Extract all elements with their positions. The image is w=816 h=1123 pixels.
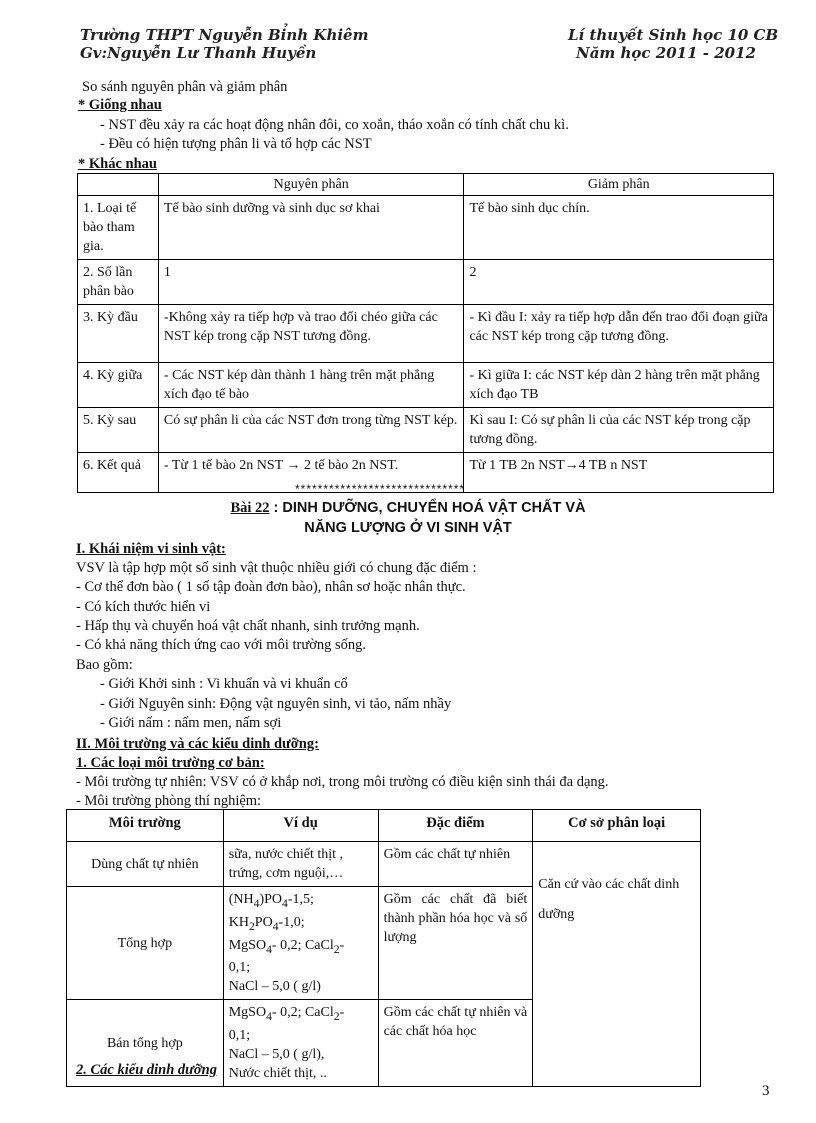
table-cell: Gồm các chất tự nhiên	[378, 842, 533, 887]
formula: MgSO$_4$- 0,2; CaCl$_2$-	[228, 1005, 345, 1024]
table-header-row	[67, 810, 701, 842]
basis-text: Căn cứ vào các chất dinh dưỡng	[538, 877, 680, 922]
group-item: - Giới nấm : nấm men, nấm sợi	[100, 715, 282, 731]
formula: $(NH_4)PO_4-1,5$;	[228, 892, 314, 910]
table-cell: Gồm các chất tự nhiên và các chất hóa học	[378, 1000, 533, 1087]
table-cell: 2	[464, 260, 774, 305]
formula: Nước chiết thịt, ..	[228, 1066, 327, 1082]
header-subject: Lí thuyết Sinh học 10 CB	[568, 26, 779, 44]
table-cell: - Các NST kép dàn thành 1 hàng trên mặt phẳng xích đạo tế bào	[158, 363, 464, 408]
table-row	[78, 196, 774, 260]
table-cell: 1. Loại tế bào tham gia.	[78, 196, 159, 260]
same-heading: * Giống nhau	[78, 97, 162, 113]
table-cell: -Không xảy ra tiếp hợp và trao đổi chéo giữa các NST kép trong cặp NST tương đồng.	[158, 305, 464, 363]
table-cell: Tế bào sinh dục chín.	[464, 196, 774, 260]
table-cell: 4. Kỳ giữa	[78, 363, 159, 408]
header-school: Trường THPT Nguyễn Bỉnh Khiêm	[80, 26, 369, 44]
table-header-cell	[78, 174, 159, 196]
table-cell: 3. Kỳ đầu	[78, 305, 159, 363]
table-cell: Từ 1 TB 2n NST→4 TB n NST	[464, 453, 774, 493]
lesson-number: Bài 22	[230, 500, 270, 516]
table-row	[78, 305, 774, 363]
section2-sub2: 2. Các kiểu dinh dưỡng	[76, 1062, 217, 1078]
table-cell: 1	[158, 260, 464, 305]
table-cell: sữa, nước chiết thịt , trứng, cơm nguội,…	[223, 842, 378, 887]
table-header-cell: Cơ sở phân loại	[533, 810, 701, 842]
formula: NaCl – 5,0 ( g/l)	[228, 979, 321, 995]
media-table	[66, 809, 701, 1087]
section2-line: - Môi trường tự nhiên: VSV có ở khắp nơi, trong môi trường có điều kiện sinh thái đa dạng.	[76, 774, 609, 790]
comparison-table	[77, 173, 774, 493]
table-cell: Có sự phân li của các NST đơn trong từng NST kép.	[158, 408, 464, 453]
table-cell: Tổng hợp	[67, 887, 224, 1000]
diff-heading: * Khác nhau	[78, 156, 157, 172]
section2-sub1: 1. Các loại môi trường cơ bản:	[76, 755, 265, 771]
table-cell: - Kì giữa I: các NST kép dàn 2 hàng trên mặt phẳng xích đạo TB	[464, 363, 774, 408]
lesson-title-text: : DINH DƯỠNG, CHUYỂN HOÁ VẬT CHẤT VÀ	[269, 500, 586, 516]
group-item: - Giới Nguyên sinh: Động vật nguyên sinh, vi tảo, nấm nhầy	[100, 696, 452, 712]
table-cell: 6. Kết quả	[78, 453, 159, 493]
table-header-cell: Đặc điểm	[378, 810, 533, 842]
section1-line: - Hấp thụ và chuyển hoá vật chất nhanh, sinh trưởng mạnh.	[76, 618, 420, 634]
section1-line: - Có khả năng thích ứng cao với môi trường sống.	[76, 637, 366, 653]
table-cell	[533, 842, 701, 1087]
page-number: 3	[762, 1083, 770, 1099]
header-year: Năm học 2011 - 2012	[576, 44, 756, 62]
table-header-cell: Ví dụ	[223, 810, 378, 842]
section1-heading: I. Khái niệm vi sinh vật:	[76, 541, 226, 557]
table-cell: Bán tổng hợp	[67, 1000, 224, 1087]
lesson-title-line2: NĂNG LƯỢNG Ở VI SINH VẬT	[304, 520, 512, 536]
section1-line: Bao gồm:	[76, 657, 133, 673]
table-cell: Dùng chất tự nhiên	[67, 842, 224, 887]
table-header-row	[78, 174, 774, 196]
formula: 0,1;	[228, 1028, 251, 1044]
section2-line: - Môi trường phòng thí nghiệm:	[76, 793, 262, 809]
table-cell: - Từ 1 tế bào 2n NST → 2 tế bào 2n NST.	[158, 453, 464, 493]
table-cell	[223, 887, 378, 1000]
same-item: - NST đều xảy ra các hoạt động nhân đôi, co xoắn, tháo xoắn có tính chất chu kì.	[100, 117, 569, 133]
formula: $KH_2PO_4-1,0$;	[228, 914, 305, 933]
formula: 0,1;	[228, 960, 251, 976]
table-cell: Kì sau I: Có sự phân li của các NST kép trong cặp tương đồng.	[464, 408, 774, 453]
section1-line: - Cơ thể đơn bào ( 1 số tập đoàn đơn bào), nhân sơ hoặc nhân thực.	[76, 579, 466, 595]
table-cell: Tế bào sinh dưỡng và sinh dục sơ khai	[158, 196, 464, 260]
table-row	[78, 260, 774, 305]
lesson-title-line1	[0, 498, 816, 518]
section1-line: VSV là tập hợp một số sinh vật thuộc nhiều giới có chung đặc điểm :	[76, 560, 477, 576]
table-cell	[223, 1000, 378, 1087]
table-header-cell: Môi trường	[67, 810, 224, 842]
compare-title: So sánh nguyên phân và giảm phân	[82, 79, 288, 95]
table-cell: Gồm các chất đã biết thành phần hóa học và số lượng	[378, 887, 533, 1000]
table-row	[78, 363, 774, 408]
formula: MgSO$_4$- 0,2; CaCl$_2$-	[228, 937, 345, 956]
table-cell: 5. Kỳ sau	[78, 408, 159, 453]
section1-line: - Có kích thước hiển vi	[76, 599, 211, 615]
table-row	[78, 408, 774, 453]
table-header-cell: Giảm phân	[464, 174, 774, 196]
table-cell: - Kì đầu I: xảy ra tiếp hợp dẫn đến trao đổi đoạn giữa các NST kép trong cặp tương đồng.	[464, 305, 774, 363]
same-item: - Đều có hiện tượng phân li và tổ hợp các NST	[100, 136, 372, 152]
section2-heading: II. Môi trường và các kiểu dinh dưỡng:	[76, 736, 319, 752]
table-header-cell: Nguyên phân	[158, 174, 464, 196]
separator: ******************************	[295, 482, 466, 496]
table-cell: 2. Số lần phân bào	[78, 260, 159, 305]
group-item: - Giới Khởi sinh : Vi khuẩn và vi khuẩn cổ	[100, 676, 348, 692]
header-teacher: Gv:Nguyễn Lư Thanh Huyền	[80, 44, 317, 62]
table-row	[67, 842, 701, 887]
formula: NaCl – 5,0 ( g/l),	[228, 1047, 325, 1063]
